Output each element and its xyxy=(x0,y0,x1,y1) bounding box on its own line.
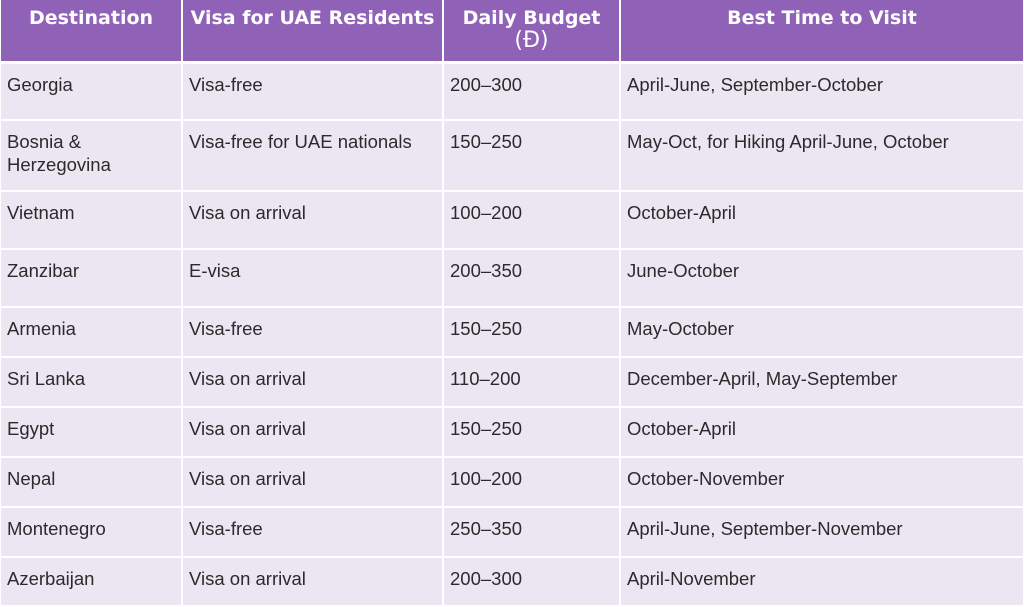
table-header-row xyxy=(1,0,1023,62)
header-visa: Visa for UAE Residents xyxy=(182,0,443,62)
cell-best-time: April-June, September-November xyxy=(620,507,1023,557)
cell-budget: 250–350 xyxy=(443,507,620,557)
cell-destination: Armenia xyxy=(1,307,182,357)
header-daily-budget xyxy=(443,0,620,62)
table-row xyxy=(1,457,1023,507)
cell-destination: Montenegro xyxy=(1,507,182,557)
header-budget-currency: (Đ) xyxy=(514,28,549,53)
table-row xyxy=(1,557,1023,606)
cell-visa: Visa on arrival xyxy=(182,191,443,249)
table-row xyxy=(1,249,1023,307)
cell-visa: Visa-free xyxy=(182,507,443,557)
cell-destination: Georgia xyxy=(1,62,182,120)
header-best-time: Best Time to Visit xyxy=(620,0,1023,62)
table-row xyxy=(1,191,1023,249)
cell-budget: 100–200 xyxy=(443,191,620,249)
cell-budget: 150–250 xyxy=(443,120,620,191)
cell-visa: Visa-free xyxy=(182,307,443,357)
cell-destination: Azerbaijan xyxy=(1,557,182,606)
cell-budget: 200–350 xyxy=(443,249,620,307)
travel-destinations-table xyxy=(1,0,1023,607)
cell-visa: Visa on arrival xyxy=(182,457,443,507)
cell-destination: Bosnia & Herzegovina xyxy=(1,120,182,191)
cell-visa: Visa-free for UAE nationals xyxy=(182,120,443,191)
cell-best-time: June-October xyxy=(620,249,1023,307)
cell-visa: Visa on arrival xyxy=(182,557,443,606)
cell-destination: Vietnam xyxy=(1,191,182,249)
cell-destination: Sri Lanka xyxy=(1,357,182,407)
cell-visa: Visa on arrival xyxy=(182,407,443,457)
table-row xyxy=(1,307,1023,357)
table-row xyxy=(1,407,1023,457)
cell-best-time: October-November xyxy=(620,457,1023,507)
cell-budget: 110–200 xyxy=(443,357,620,407)
cell-budget: 150–250 xyxy=(443,407,620,457)
cell-destination: Egypt xyxy=(1,407,182,457)
header-destination: Destination xyxy=(1,0,182,62)
cell-best-time: May-Oct, for Hiking April-June, October xyxy=(620,120,1023,191)
cell-best-time: December-April, May-September xyxy=(620,357,1023,407)
cell-destination: Zanzibar xyxy=(1,249,182,307)
cell-budget: 200–300 xyxy=(443,557,620,606)
cell-best-time: April-June, September-October xyxy=(620,62,1023,120)
cell-best-time: April-November xyxy=(620,557,1023,606)
cell-budget: 200–300 xyxy=(443,62,620,120)
cell-visa: E-visa xyxy=(182,249,443,307)
cell-best-time: October-April xyxy=(620,191,1023,249)
cell-best-time: October-April xyxy=(620,407,1023,457)
cell-budget: 100–200 xyxy=(443,457,620,507)
table-row xyxy=(1,507,1023,557)
cell-destination: Nepal xyxy=(1,457,182,507)
cell-visa: Visa on arrival xyxy=(182,357,443,407)
header-budget-label: Daily Budget xyxy=(462,7,601,29)
table-row xyxy=(1,62,1023,120)
table-row xyxy=(1,120,1023,191)
table-row xyxy=(1,357,1023,407)
cell-visa: Visa-free xyxy=(182,62,443,120)
cell-budget: 150–250 xyxy=(443,307,620,357)
cell-best-time: May-October xyxy=(620,307,1023,357)
